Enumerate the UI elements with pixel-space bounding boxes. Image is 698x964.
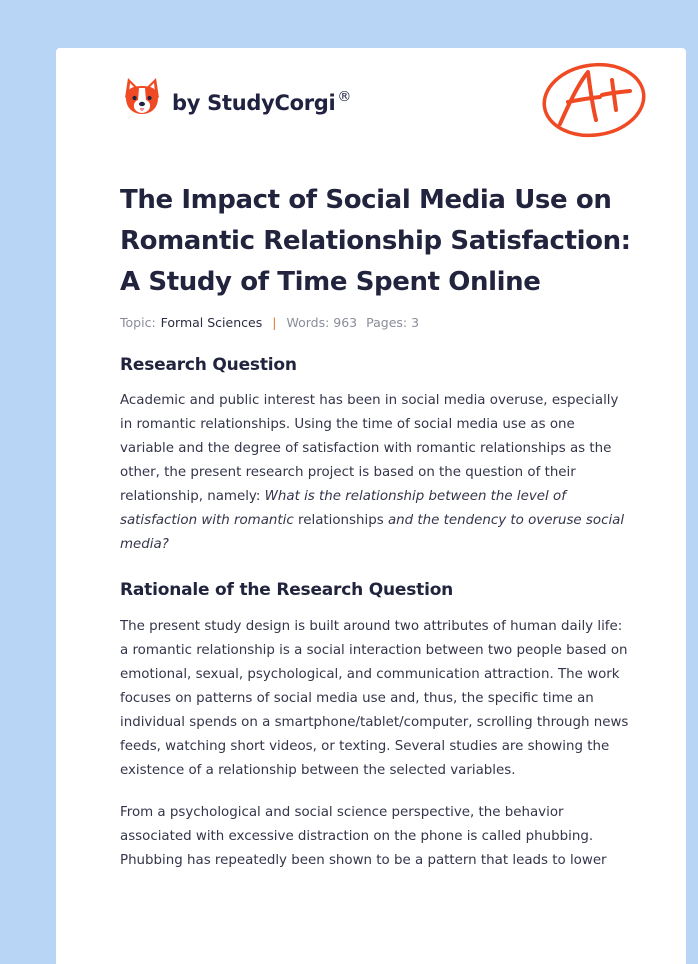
document-meta [120,315,632,330]
topic-label: Topic: [120,315,156,330]
paragraph-research-question: Academic and public interest has been in social media overuse, especially in romantic relationships. Using the time of social media use as one variable and the degree of satisfaction with romantic relationships as the other, the present research project is based on the question of their relationship, namely: What is the relationship between the level of satisfaction with romantic relationships and the tendency to overuse social media? [120,393,625,552]
page-title: The Impact of Social Media Use on Romantic Relationship Satisfaction: A Study of Time Spent Online [120,185,631,297]
a-plus-grade-mark [538,58,648,142]
header [56,48,686,160]
brand-name: by StudyCorgi ® [172,89,352,115]
brand-logo[interactable] [122,76,351,120]
section-heading-rationale: Rationale of the Research Question [120,580,454,600]
document-page [56,48,686,964]
section-heading-research-question: Research Question [120,355,297,375]
paragraph-rationale-2: From a psychological and social science perspective, the behavior associated with excessive distraction on the phone is called phubbing. Phubbing has repeatedly been shown to be a pattern that leads to lower [120,805,607,868]
document-content [120,180,632,873]
corgi-icon [122,76,162,120]
word-count: Words: 963 [286,315,358,330]
paragraph-rationale-1: The present study design is built around two attributes of human daily life: a romantic relationship is a social interaction between two people based on emotional, sexual, psychological, and communication attraction. The work focuses on patterns of social media use and, thus, the specific time an individual spends on a smartphone/tablet/computer, scrolling through news feeds, watching short videos, or texting. Several studies are showing the existence of a relationship between the selected variables. [120,619,629,778]
meta-separator: | [272,315,277,330]
topic-link[interactable]: Formal Sciences [160,315,263,330]
page-count: Pages: 3 [366,315,420,330]
